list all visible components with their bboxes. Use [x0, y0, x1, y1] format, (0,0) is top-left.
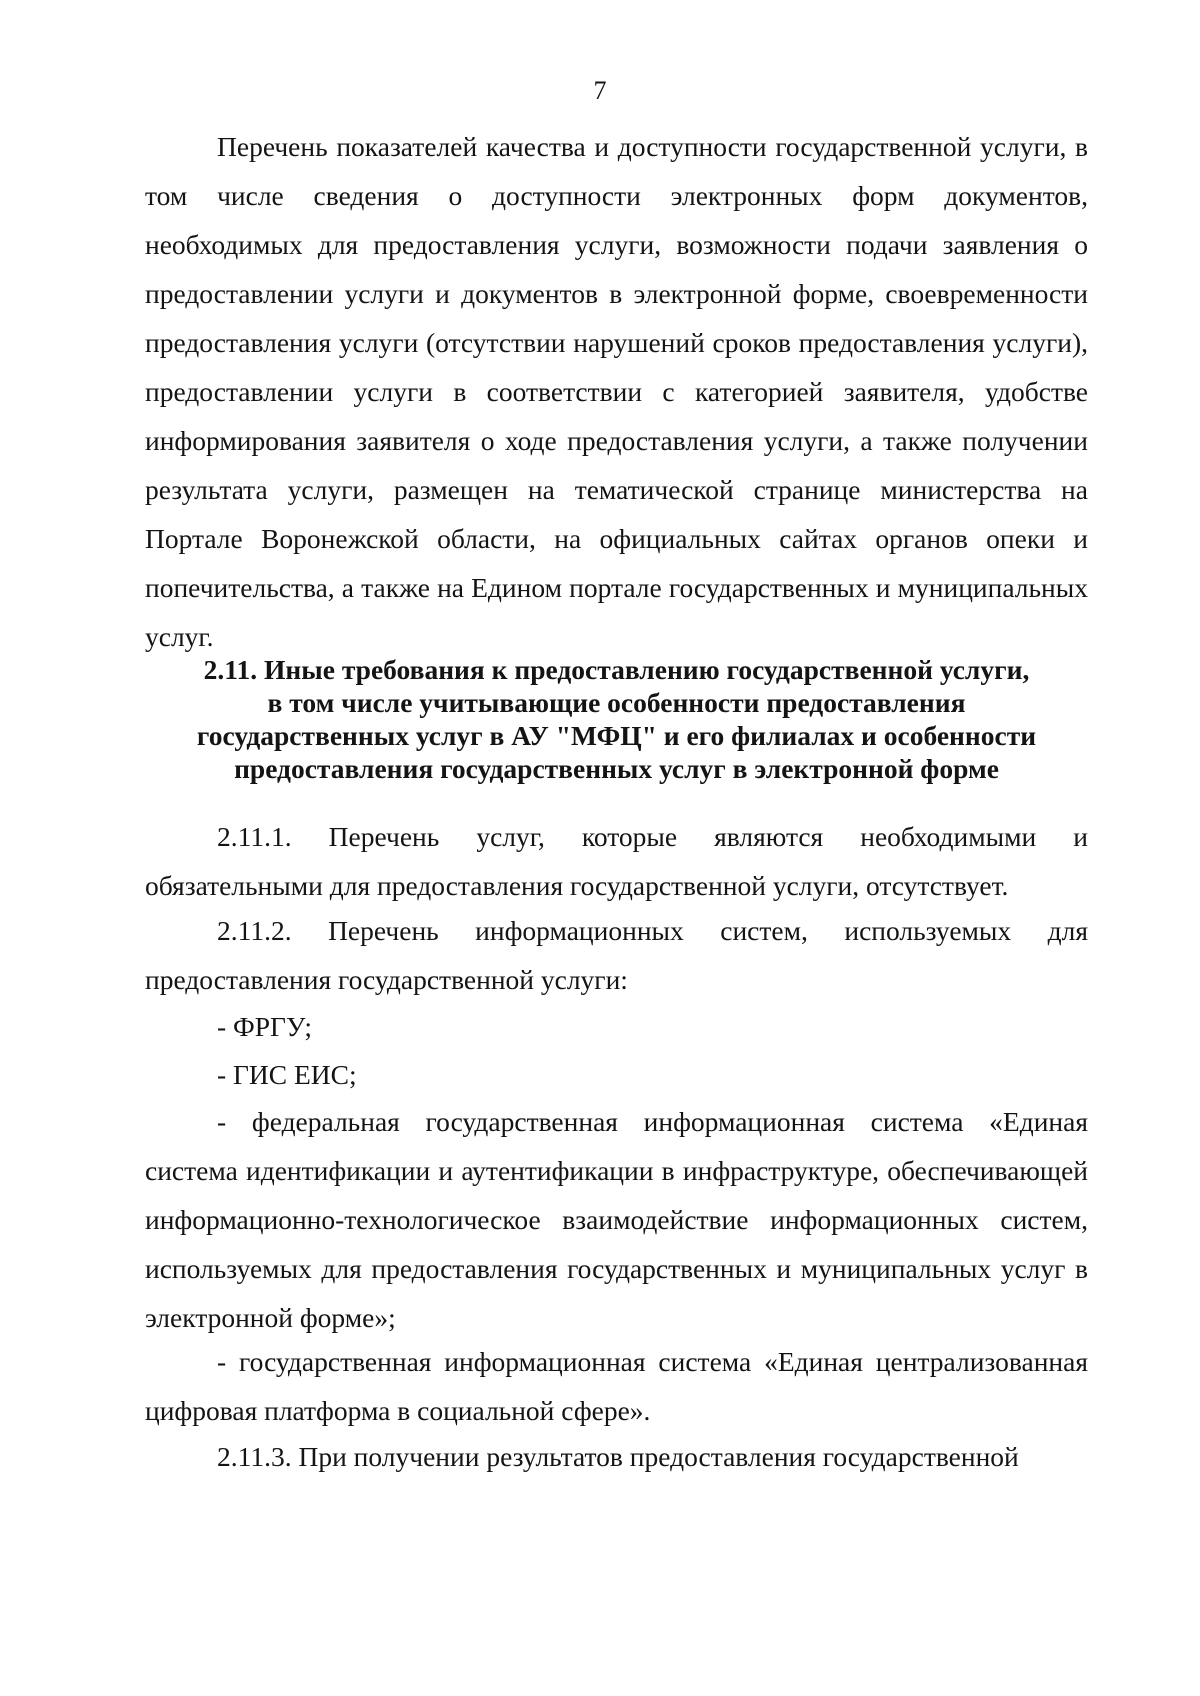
section-heading-line: государственных услуг в АУ "МФЦ" и его филиалах и особенности: [196, 720, 1037, 751]
paragraph-2-11-2: 2.11.2. Перечень информационных систем, используемых для предоставления государственной услуги:: [145, 915, 1088, 995]
list-item-esia: - федеральная государственная информационная система «Единая система идентификации и аутентификации в инфраструктуре, обеспечивающей информационно-технологическое взаимодействие информационных систем, используемых для предоставления государственных и муниципальных услуг в электронной форме»;: [145, 1106, 1088, 1333]
section-heading-line: в том числе учитывающие особенности предоставления: [267, 687, 966, 718]
paragraph-2-11-3: 2.11.3. При получении результатов предоставления государственной: [217, 1441, 1019, 1472]
quality-indicators-paragraph: Перечень показателей качества и доступности государственной услуги, в том числе сведения о доступности электронных форм документов, необходимых для предоставления услуги, возможности подачи заявления о предоставлении услуги и документов в электронной форме, своевременности предоставления услуги (отсутствии нарушений сроков предоставления услуги), предоставлении услуги в соответствии с категорией заявителя, удобстве информирования заявителя о ходе предоставления услуги, а также получении результата услуги, размещен на тематической странице министерства на Портале Воронежской области, на официальных сайтах органов опеки и попечительства, а также на Едином портале государственных и муниципальных услуг.: [145, 131, 1088, 652]
list-item-social-platform: - государственная информационная система «Единая централизованная цифровая платформа в социальной сфере».: [145, 1346, 1088, 1426]
section-heading-2-11: [145, 653, 1088, 785]
page-number: 7: [593, 76, 607, 105]
section-heading-line: 2.11. Иные требования к предоставлению государственной услуги,: [203, 654, 1030, 685]
list-item-gis-eis: - ГИС ЕИС;: [217, 1059, 357, 1090]
list-item-frgu: - ФРГУ;: [217, 1011, 313, 1042]
paragraph-2-11-1: 2.11.1. Перечень услуг, которые являются необходимыми и обязательными для предоставления государственной услуги, отсутствует.: [145, 821, 1088, 901]
section-heading-line: предоставления государственных услуг в электронной форме: [234, 753, 999, 784]
